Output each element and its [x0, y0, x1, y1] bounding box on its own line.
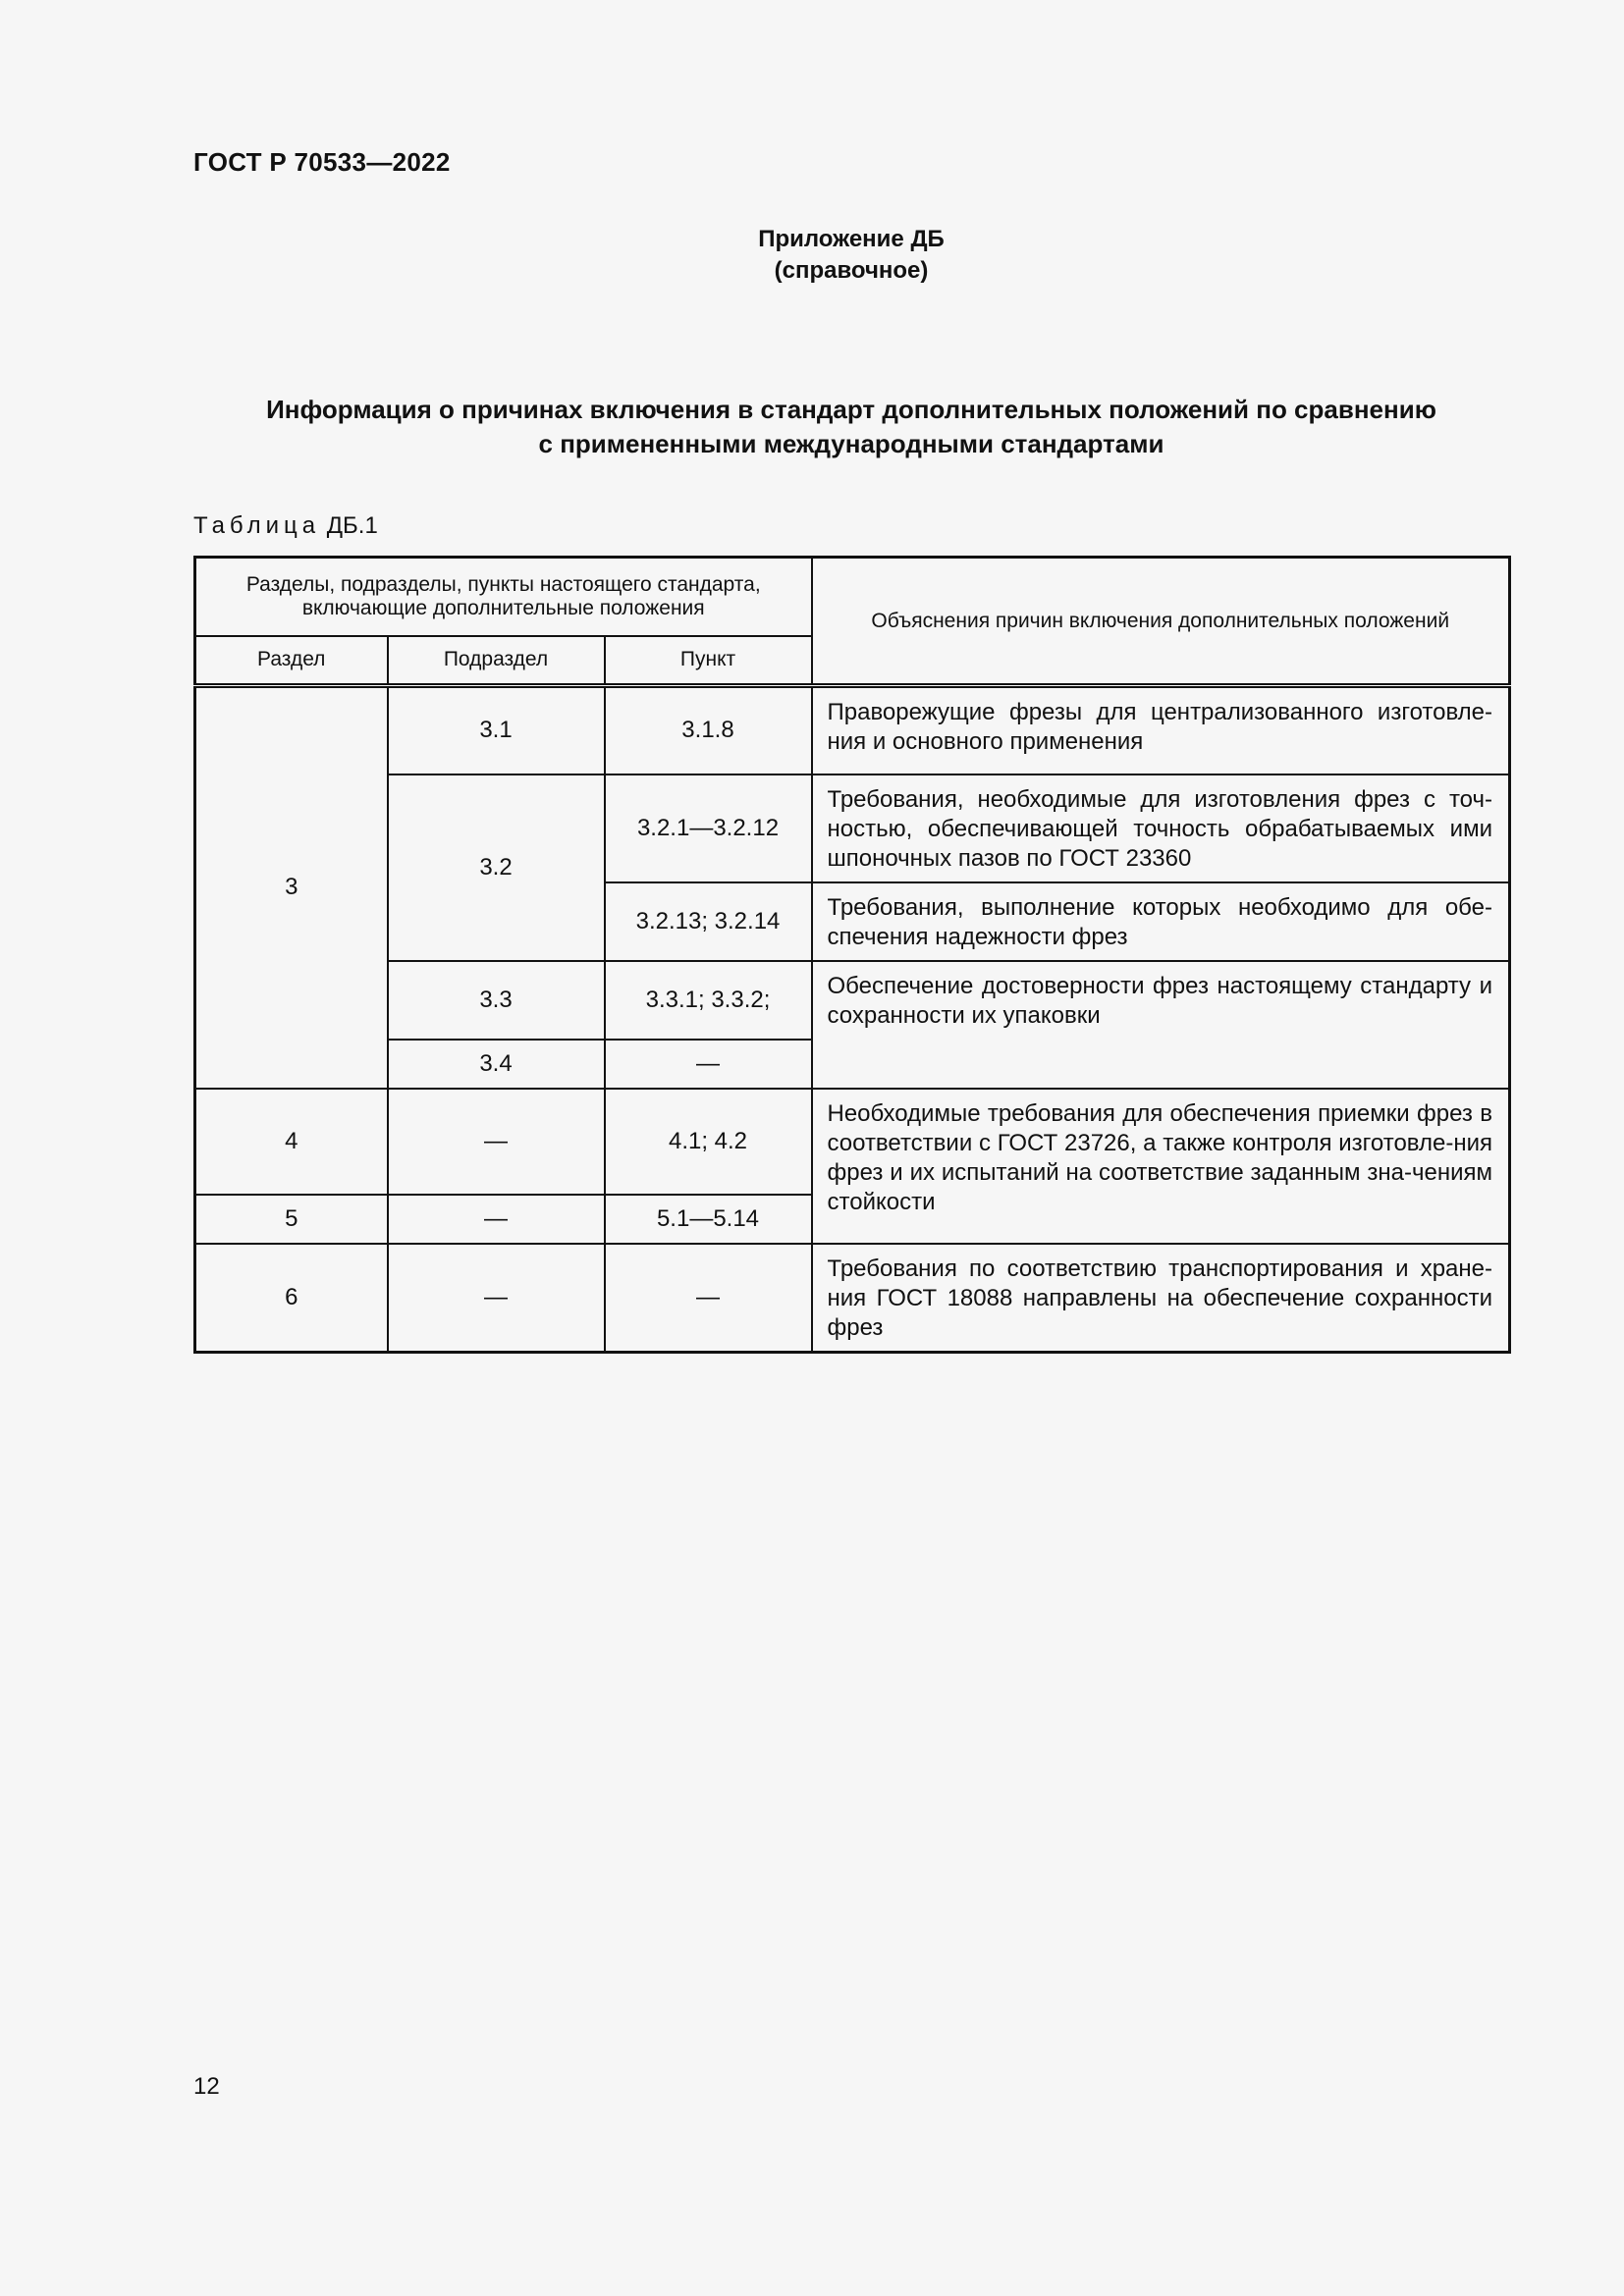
- explanation-cell: Требования, выполнение которых необходимо для обе-спечения надежности фрез: [812, 882, 1510, 961]
- header-explanation-cell: Объяснения причин включения дополнительных положений: [812, 558, 1510, 686]
- item-cell: 4.1; 4.2: [605, 1089, 812, 1195]
- table-row: [195, 1244, 1510, 1353]
- explanation-cell: Требования по соответствию транспортирования и хране-ния ГОСТ 18088 направлены на обеспечение сохранности фрез: [812, 1244, 1510, 1353]
- subsection-cell: —: [388, 1195, 605, 1244]
- header-item-cell: Пункт: [605, 636, 812, 686]
- section-title: [193, 393, 1509, 461]
- table-caption-number: ДБ.1: [326, 512, 378, 539]
- subsection-cell: —: [388, 1089, 605, 1195]
- table-caption: [193, 512, 378, 540]
- subsection-cell: 3.2: [388, 774, 605, 961]
- header-subsection-cell: Подраздел: [388, 636, 605, 686]
- subsection-cell: 3.1: [388, 686, 605, 774]
- subsection-cell: —: [388, 1244, 605, 1353]
- item-cell: 3.2.1—3.2.12: [605, 774, 812, 882]
- subsection-cell: 3.4: [388, 1040, 605, 1089]
- item-cell: —: [605, 1244, 812, 1353]
- section-cell: 6: [195, 1244, 388, 1353]
- section-cell: 5: [195, 1195, 388, 1244]
- table-row: [195, 1089, 1510, 1195]
- table-caption-word: Таблица: [193, 512, 321, 539]
- item-cell: 3.1.8: [605, 686, 812, 774]
- item-cell: 3.2.13; 3.2.14: [605, 882, 812, 961]
- subsection-cell: 3.3: [388, 961, 605, 1040]
- document-code: ГОСТ Р 70533—2022: [193, 147, 451, 177]
- table-header-row: [195, 558, 1510, 636]
- table-row: [195, 961, 1510, 1040]
- section-title-line-1: Информация о причинах включения в стандарт дополнительных положений по сравнению: [266, 395, 1436, 424]
- explanation-cell: Требования, необходимые для изготовления фрез с точ-ностью, обеспечивающей точность обрабатываемых ими шпоночных пазов по ГОСТ 23360: [812, 774, 1510, 882]
- item-cell: 3.3.1; 3.3.2;: [605, 961, 812, 1040]
- explanation-cell: Обеспечение достоверности фрез настоящему стандарту и сохранности их упаковки: [812, 961, 1510, 1089]
- table-row: [195, 774, 1510, 882]
- appendix-type: (справочное): [774, 257, 929, 284]
- item-cell: —: [605, 1040, 812, 1089]
- header-section-cell: Раздел: [195, 636, 388, 686]
- table-row: [195, 686, 1510, 774]
- section-cell: 3: [195, 686, 388, 1089]
- appendix-heading: [0, 224, 1624, 287]
- appendix-title: Приложение ДБ: [758, 226, 945, 252]
- explanation-cell: Праворежущие фрезы для централизованного изготовле-ния и основного применения: [812, 686, 1510, 774]
- explanation-cell: Необходимые требования для обеспечения приемки фрез в соответствии с ГОСТ 23726, а также контроля изготовле-ния фрез и их испытаний на соответствие заданным зна-чениям стойкости: [812, 1089, 1510, 1244]
- header-group-cell: Разделы, подразделы, пункты настоящего стандарта, включающие дополнительные положения: [195, 558, 812, 636]
- additional-provisions-table: [193, 556, 1511, 1354]
- section-cell: 4: [195, 1089, 388, 1195]
- section-title-line-2: с примененными международными стандартами: [538, 429, 1164, 458]
- page-number: 12: [193, 2073, 220, 2100]
- item-cell: 5.1—5.14: [605, 1195, 812, 1244]
